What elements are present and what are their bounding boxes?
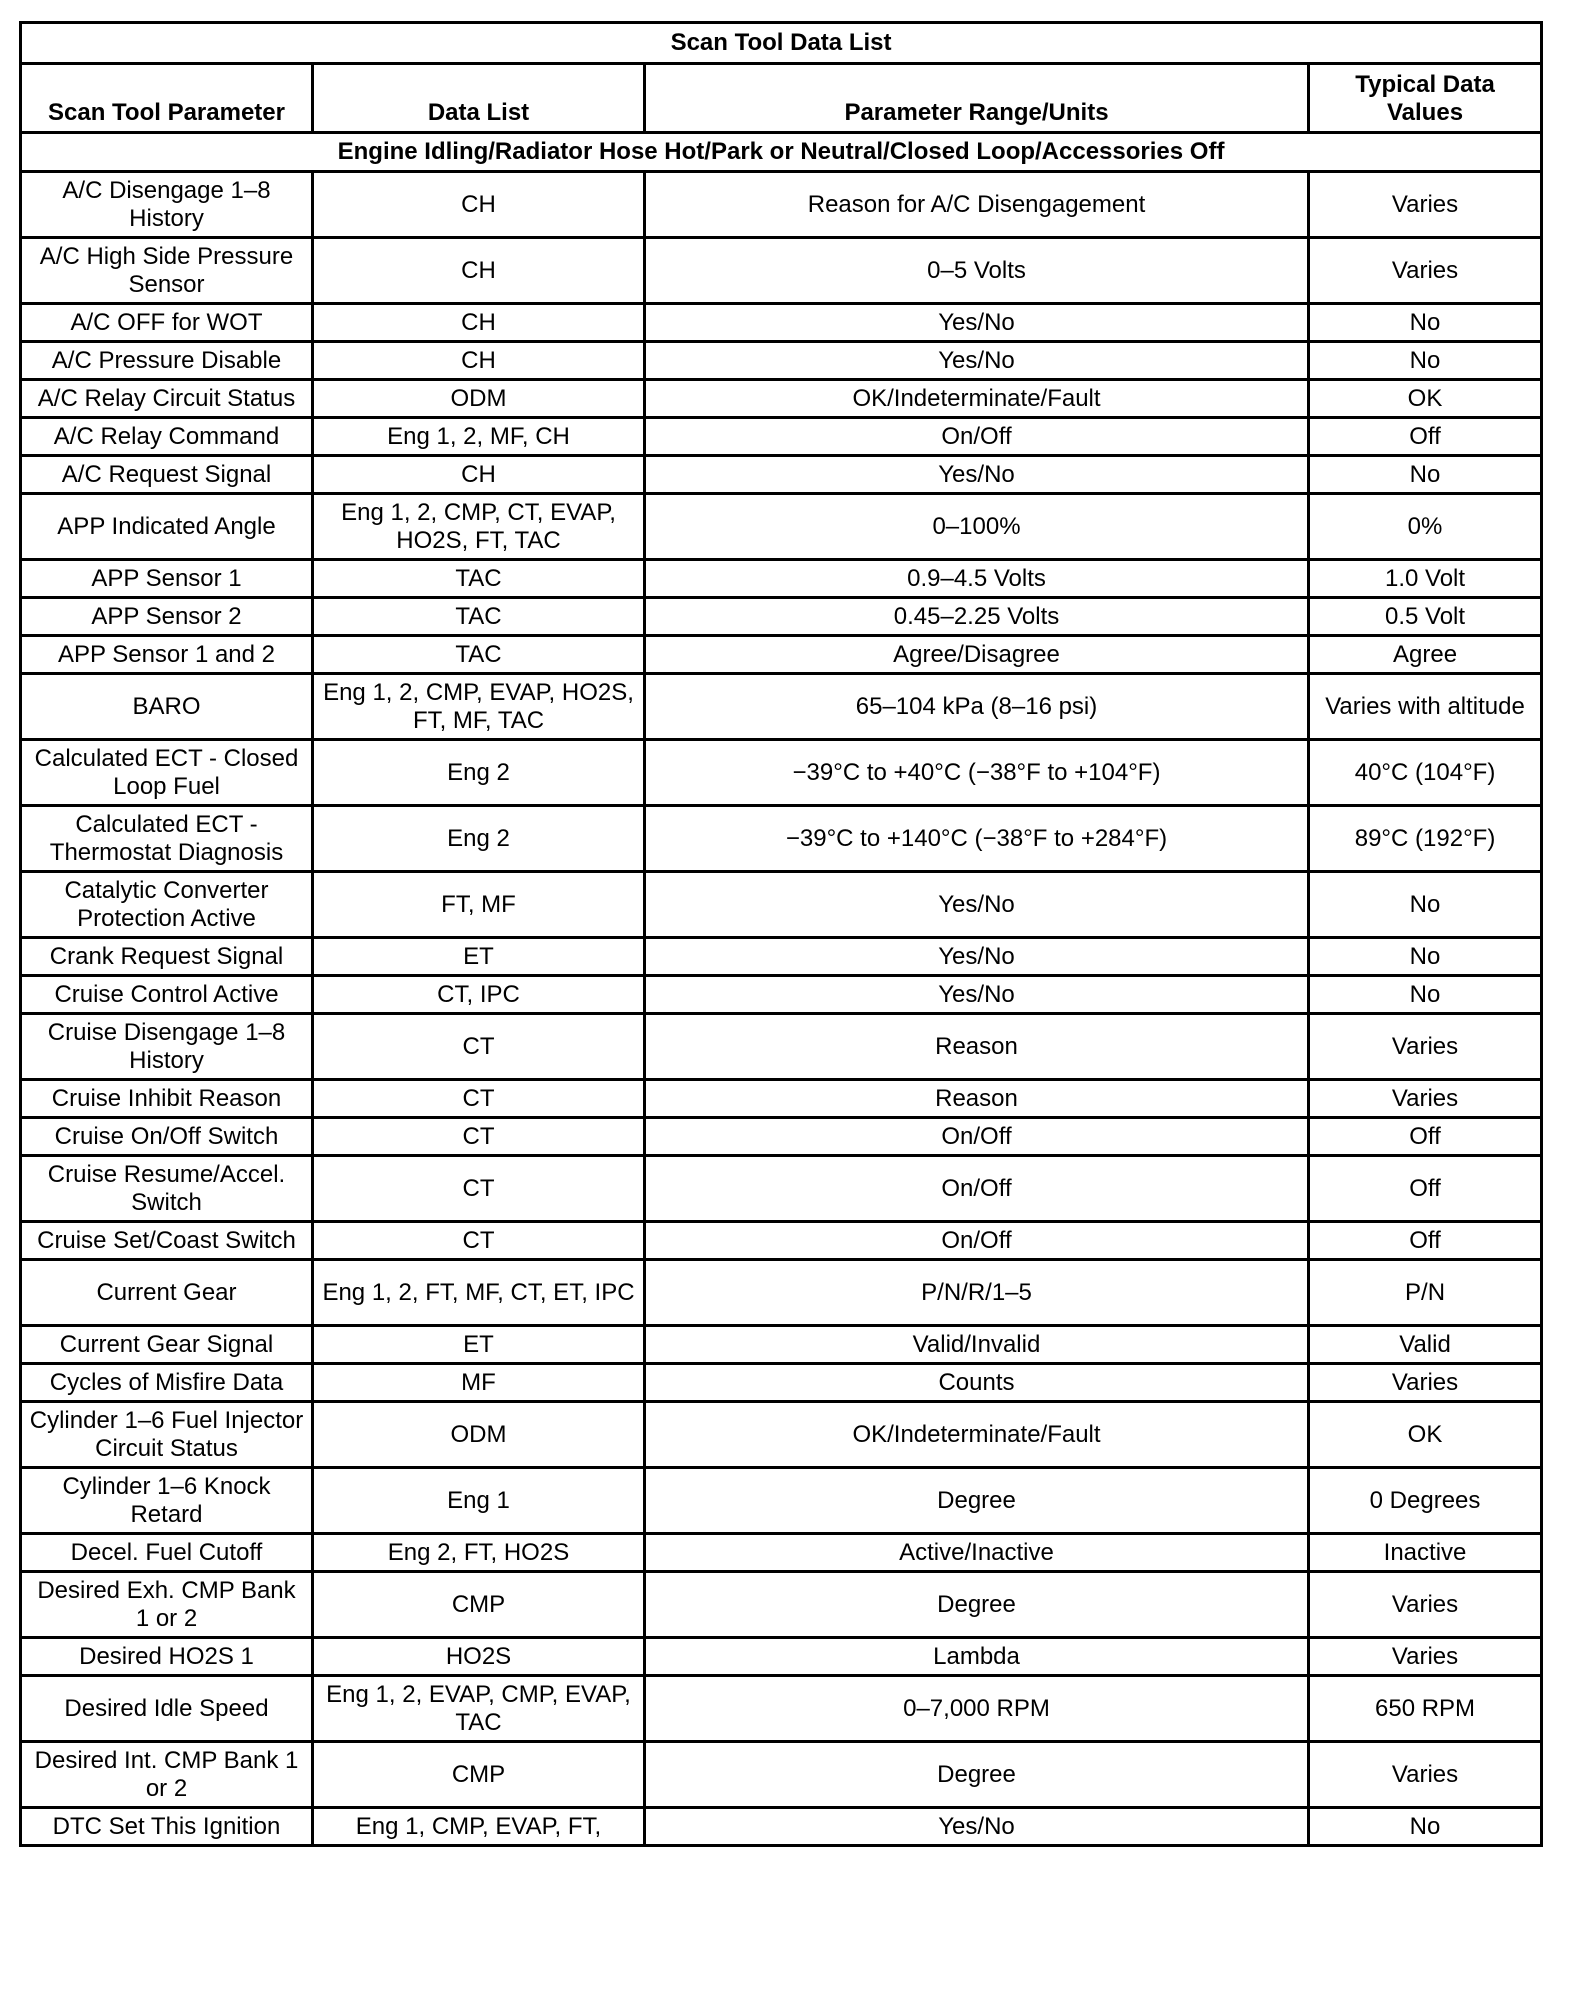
table-row [21,342,1542,380]
cell-typical-value: Off [1309,1222,1542,1260]
cell-typical-value: Varies [1309,1364,1542,1402]
table-row [21,1364,1542,1402]
cell-typical-value: Varies [1309,1014,1542,1080]
cell-range-units: Degree [645,1742,1309,1808]
cell-typical-value: No [1309,304,1542,342]
cell-data-list: CH [313,172,645,238]
cell-typical-value: 0.5 Volt [1309,598,1542,636]
table-row [21,1326,1542,1364]
cell-data-list: ODM [313,380,645,418]
cell-data-list: Eng 1, 2, CMP, EVAP, HO2S, FT, MF, TAC [313,674,645,740]
cell-range-units: Reason [645,1080,1309,1118]
table-row [21,560,1542,598]
cell-parameter: Current Gear Signal [21,1326,313,1364]
cell-typical-value: Off [1309,418,1542,456]
cell-data-list: Eng 1, 2, MF, CH [313,418,645,456]
cell-range-units: On/Off [645,418,1309,456]
table-row [21,1222,1542,1260]
cell-data-list: ET [313,938,645,976]
cell-data-list: CMP [313,1742,645,1808]
cell-typical-value: Varies [1309,1080,1542,1118]
test-condition: Engine Idling/Radiator Hose Hot/Park or Neutral/Closed Loop/Accessories Off [21,133,1542,172]
cell-range-units: 0–100% [645,494,1309,560]
cell-typical-value: OK [1309,1402,1542,1468]
cell-data-list: ODM [313,1402,645,1468]
cell-parameter: Desired Int. CMP Bank 1 or 2 [21,1742,313,1808]
cell-range-units: Valid/Invalid [645,1326,1309,1364]
cell-parameter: APP Sensor 1 and 2 [21,636,313,674]
cell-parameter: DTC Set This Ignition [21,1808,313,1846]
cell-range-units: 0–7,000 RPM [645,1676,1309,1742]
cell-parameter: A/C OFF for WOT [21,304,313,342]
column-header-row [21,64,1542,133]
cell-typical-value: P/N [1309,1260,1542,1326]
cell-parameter: Cruise Set/Coast Switch [21,1222,313,1260]
cell-range-units: 65–104 kPa (8–16 psi) [645,674,1309,740]
cell-typical-value: 0% [1309,494,1542,560]
cell-typical-value: No [1309,938,1542,976]
cell-typical-value: 650 RPM [1309,1676,1542,1742]
cell-data-list: CH [313,304,645,342]
cell-parameter: Cylinder 1–6 Knock Retard [21,1468,313,1534]
cell-range-units: On/Off [645,1222,1309,1260]
table-row [21,872,1542,938]
cell-data-list: CT [313,1080,645,1118]
cell-range-units: Degree [645,1468,1309,1534]
scan-tool-data-table [19,21,1543,1847]
scan-tool-data-list-page [19,21,1540,1847]
table-row [21,494,1542,560]
cell-range-units: Yes/No [645,342,1309,380]
cell-range-units: OK/Indeterminate/Fault [645,380,1309,418]
table-body [21,172,1542,1846]
cell-range-units: Degree [645,1572,1309,1638]
cell-range-units: −39°C to +140°C (−38°F to +284°F) [645,806,1309,872]
cell-range-units: 0–5 Volts [645,238,1309,304]
table-row [21,456,1542,494]
cell-parameter: Calculated ECT - Closed Loop Fuel [21,740,313,806]
table-row [21,598,1542,636]
cell-typical-value: Agree [1309,636,1542,674]
cell-parameter: A/C Relay Command [21,418,313,456]
cell-parameter: Cruise On/Off Switch [21,1118,313,1156]
cell-range-units: Yes/No [645,1808,1309,1846]
cell-typical-value: Off [1309,1156,1542,1222]
table-row [21,418,1542,456]
table-row [21,1402,1542,1468]
cell-parameter: Cruise Resume/Accel. Switch [21,1156,313,1222]
cell-parameter: Cruise Control Active [21,976,313,1014]
cell-range-units: Yes/No [645,304,1309,342]
cell-typical-value: Inactive [1309,1534,1542,1572]
cell-data-list: CH [313,238,645,304]
cell-range-units: OK/Indeterminate/Fault [645,1402,1309,1468]
cell-parameter: APP Sensor 2 [21,598,313,636]
cell-typical-value: 89°C (192°F) [1309,806,1542,872]
cell-data-list: CT [313,1014,645,1080]
cell-typical-value: 0 Degrees [1309,1468,1542,1534]
cell-data-list: Eng 2 [313,806,645,872]
cell-range-units: Reason [645,1014,1309,1080]
cell-typical-value: Varies [1309,1638,1542,1676]
cell-data-list: CH [313,456,645,494]
cell-data-list: CT [313,1118,645,1156]
table-row [21,1080,1542,1118]
cell-parameter: APP Sensor 1 [21,560,313,598]
cell-typical-value: Varies [1309,1572,1542,1638]
cell-range-units: P/N/R/1–5 [645,1260,1309,1326]
cell-data-list: FT, MF [313,872,645,938]
cell-parameter: A/C Pressure Disable [21,342,313,380]
cell-typical-value: No [1309,342,1542,380]
table-row [21,740,1542,806]
cell-range-units: Yes/No [645,456,1309,494]
cell-typical-value: No [1309,976,1542,1014]
cell-data-list: Eng 1, CMP, EVAP, FT, [313,1808,645,1846]
table-row [21,976,1542,1014]
cell-data-list: TAC [313,560,645,598]
column-header-range-units: Parameter Range/Units [645,64,1309,133]
cell-data-list: Eng 1, 2, EVAP, CMP, EVAP, TAC [313,1676,645,1742]
table-row [21,1534,1542,1572]
cell-data-list: Eng 1, 2, CMP, CT, EVAP, HO2S, FT, TAC [313,494,645,560]
cell-data-list: Eng 2 [313,740,645,806]
cell-range-units: On/Off [645,1118,1309,1156]
cell-range-units: 0.45–2.25 Volts [645,598,1309,636]
table-row [21,1638,1542,1676]
cell-range-units: On/Off [645,1156,1309,1222]
cell-typical-value: No [1309,456,1542,494]
cell-parameter: A/C Request Signal [21,456,313,494]
cell-data-list: CT [313,1222,645,1260]
cell-range-units: Lambda [645,1638,1309,1676]
table-row [21,636,1542,674]
cell-data-list: Eng 1 [313,1468,645,1534]
cell-range-units: Yes/No [645,976,1309,1014]
condition-row [21,133,1542,172]
cell-range-units: Active/Inactive [645,1534,1309,1572]
cell-parameter: Calculated ECT - Thermostat Diagnosis [21,806,313,872]
table-row [21,1468,1542,1534]
column-header-parameter: Scan Tool Parameter [21,64,313,133]
table-row [21,1156,1542,1222]
cell-parameter: A/C High Side Pressure Sensor [21,238,313,304]
cell-data-list: Eng 1, 2, FT, MF, CT, ET, IPC [313,1260,645,1326]
cell-parameter: Desired Exh. CMP Bank 1 or 2 [21,1572,313,1638]
cell-typical-value: Varies [1309,1742,1542,1808]
cell-parameter: Decel. Fuel Cutoff [21,1534,313,1572]
cell-typical-value: Varies [1309,238,1542,304]
cell-range-units: Yes/No [645,872,1309,938]
cell-data-list: ET [313,1326,645,1364]
table-row [21,938,1542,976]
table-row [21,1118,1542,1156]
cell-range-units: Counts [645,1364,1309,1402]
cell-data-list: CH [313,342,645,380]
table-row [21,674,1542,740]
cell-typical-value: Off [1309,1118,1542,1156]
table-title-row [21,23,1542,64]
cell-range-units: Reason for A/C Disengagement [645,172,1309,238]
cell-typical-value: 40°C (104°F) [1309,740,1542,806]
cell-parameter: BARO [21,674,313,740]
cell-typical-value: No [1309,1808,1542,1846]
table-row [21,1572,1542,1638]
cell-data-list: CT [313,1156,645,1222]
table-row [21,806,1542,872]
cell-parameter: A/C Relay Circuit Status [21,380,313,418]
cell-parameter: A/C Disengage 1–8 History [21,172,313,238]
cell-range-units: Agree/Disagree [645,636,1309,674]
cell-typical-value: Varies [1309,172,1542,238]
cell-parameter: Desired HO2S 1 [21,1638,313,1676]
cell-parameter: Crank Request Signal [21,938,313,976]
cell-range-units: 0.9–4.5 Volts [645,560,1309,598]
table-row [21,1014,1542,1080]
cell-typical-value: 1.0 Volt [1309,560,1542,598]
cell-parameter: Cruise Inhibit Reason [21,1080,313,1118]
cell-data-list: MF [313,1364,645,1402]
table-row [21,1676,1542,1742]
cell-parameter: Cylinder 1–6 Fuel Injector Circuit Status [21,1402,313,1468]
cell-data-list: Eng 2, FT, HO2S [313,1534,645,1572]
table-row [21,1808,1542,1846]
cell-range-units: −39°C to +40°C (−38°F to +104°F) [645,740,1309,806]
column-header-data-list: Data List [313,64,645,133]
table-row [21,172,1542,238]
cell-typical-value: OK [1309,380,1542,418]
table-row [21,1260,1542,1326]
cell-typical-value: Varies with altitude [1309,674,1542,740]
cell-range-units: Yes/No [645,938,1309,976]
table-title: Scan Tool Data List [21,23,1542,64]
cell-parameter: Desired Idle Speed [21,1676,313,1742]
cell-data-list: TAC [313,636,645,674]
cell-typical-value: Valid [1309,1326,1542,1364]
cell-typical-value: No [1309,872,1542,938]
cell-data-list: CT, IPC [313,976,645,1014]
cell-parameter: Cruise Disengage 1–8 History [21,1014,313,1080]
cell-parameter: Current Gear [21,1260,313,1326]
cell-parameter: APP Indicated Angle [21,494,313,560]
table-row [21,380,1542,418]
cell-parameter: Catalytic Converter Protection Active [21,872,313,938]
cell-data-list: TAC [313,598,645,636]
column-header-typical-values: Typical Data Values [1309,64,1542,133]
table-row [21,1742,1542,1808]
table-row [21,304,1542,342]
cell-parameter: Cycles of Misfire Data [21,1364,313,1402]
table-row [21,238,1542,304]
cell-data-list: CMP [313,1572,645,1638]
cell-data-list: HO2S [313,1638,645,1676]
